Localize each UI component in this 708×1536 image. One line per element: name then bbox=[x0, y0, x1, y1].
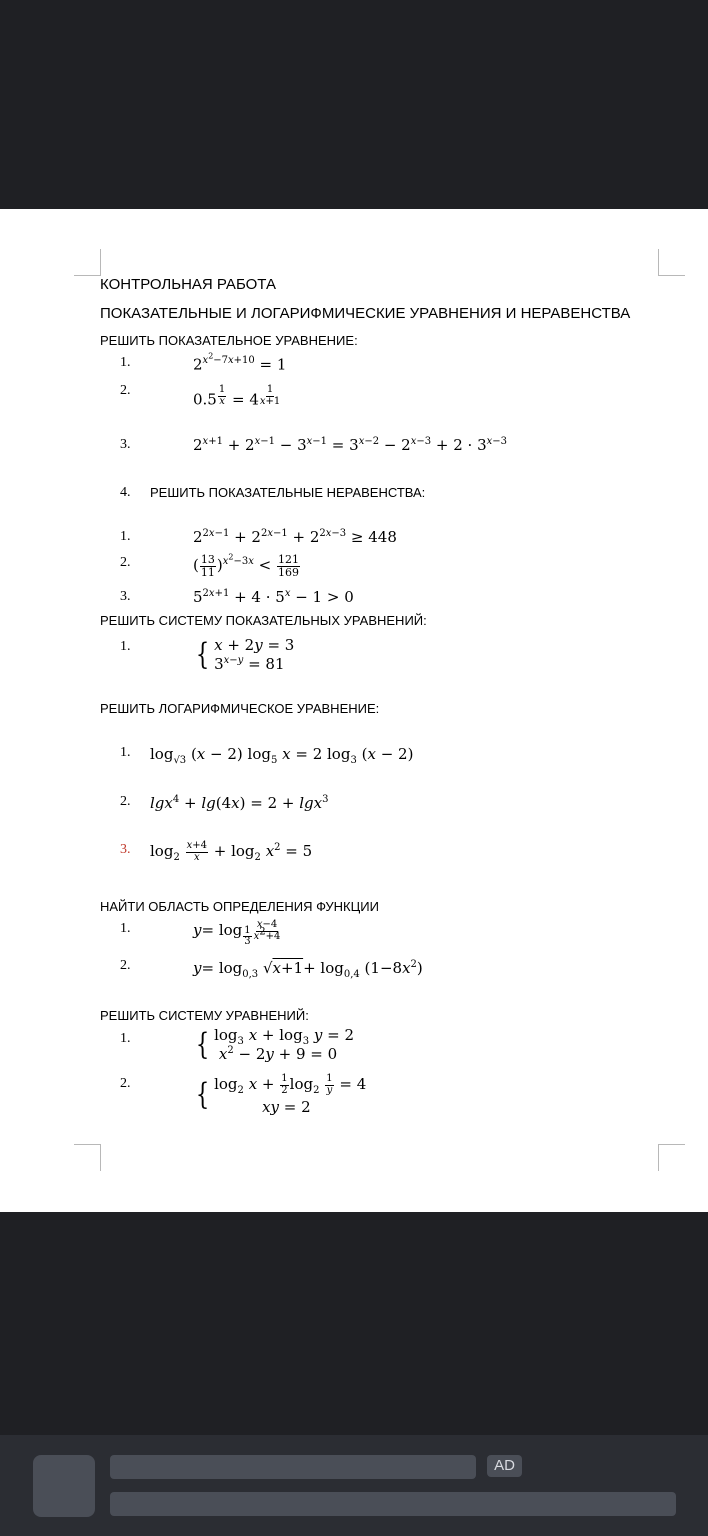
document-subtitle: ПОКАЗАТЕЛЬНЫЕ И ЛОГАРИФМИЧЕСКИЕ УРАВНЕНИЯ И НЕРАВЕНСТВА bbox=[100, 305, 631, 322]
section-heading-systems: РЕШИТЬ СИСТЕМУ УРАВНЕНИЙ: bbox=[100, 1008, 309, 1023]
equation-4-3: $\log_2$ $\frac{x+4}{x}$ + $\log_2 x^2 = 5$ bbox=[150, 840, 313, 863]
section-heading-exp-equations: РЕШИТЬ ПОКАЗАТЕЛЬНОЕ УРАВНЕНИЕ: bbox=[100, 333, 358, 348]
item-number: 1. bbox=[120, 639, 131, 654]
item-number: 1. bbox=[120, 745, 131, 760]
inequality-2-1: $2^{2x-1} + 2^{2x-1} + 2^{2x-3} \ge 448$ bbox=[193, 528, 397, 546]
item-number: 2. bbox=[120, 1076, 131, 1091]
item-number-highlighted: 3. bbox=[120, 842, 131, 857]
item-number: 1. bbox=[120, 529, 131, 544]
crop-mark-bottom-left bbox=[74, 1144, 101, 1171]
ad-title-placeholder[interactable] bbox=[110, 1455, 476, 1479]
item-number: 4. bbox=[120, 485, 131, 500]
system-6-1: { $\log_3 x + \log_3 y = 2$ $x^2 - 2y + 9 = 0$ bbox=[195, 1026, 354, 1063]
document-title: КОНТРОЛЬНАЯ РАБОТА bbox=[100, 276, 276, 293]
item-number: 1. bbox=[120, 355, 131, 370]
crop-mark-top-left bbox=[74, 249, 101, 276]
document-page bbox=[0, 209, 708, 1212]
inequality-2-3: $5^{2x+1} + 4 \cdot 5^x - 1 > 0$ bbox=[193, 588, 354, 606]
section-heading-exp-system: РЕШИТЬ СИСТЕМУ ПОКАЗАТЕЛЬНЫХ УРАВНЕНИЙ: bbox=[100, 613, 427, 628]
section-heading-exp-inequalities: РЕШИТЬ ПОКАЗАТЕЛЬНЫЕ НЕРАВЕНСТВА: bbox=[150, 485, 426, 500]
equation-1-2: 0.5 $^{\frac{1}{x}}$ = 4 $^{\frac{1}{x+1}}$ bbox=[193, 384, 281, 409]
section-heading-domain: НАЙТИ ОБЛАСТЬ ОПРЕДЕЛЕНИЯ ФУНКЦИИ bbox=[100, 899, 379, 914]
ad-text-placeholder[interactable] bbox=[110, 1492, 676, 1516]
ad-banner[interactable] bbox=[0, 1435, 708, 1536]
item-number: 2. bbox=[120, 794, 131, 809]
inequality-2-2: ( $\frac{13}{11}$ )$^{x^2-3x}$ < $\frac{121}{169}$ bbox=[193, 552, 299, 579]
system-3-1: { x + 2y = 3 $3^{x-y} = 81$ bbox=[195, 636, 295, 673]
crop-mark-top-right bbox=[658, 249, 685, 276]
system-6-2: { $\log_2 x$ + $\frac{1}{2}$ $\log_2$ $\frac{1}{y}$ = 4 xy = 2 bbox=[195, 1073, 367, 1116]
equation-1-1: $2^{x^2-7x+10} = 1$ bbox=[193, 352, 287, 374]
ad-thumbnail[interactable] bbox=[33, 1455, 95, 1517]
function-5-1: y= log $_{\frac{1}{3}}$ $\frac{x-4}{x^2+4}$ bbox=[193, 919, 281, 947]
item-number: 2. bbox=[120, 555, 131, 570]
crop-mark-bottom-right bbox=[658, 1144, 685, 1171]
equation-1-3: $2^{x+1} + 2^{x-1} - 3^{x-1} = 3^{x-2} - 2^{x-3} + 2 \cdot 3^{x-3}$ bbox=[193, 436, 508, 454]
item-number: 3. bbox=[120, 437, 131, 452]
item-number: 1. bbox=[120, 921, 131, 936]
item-number: 3. bbox=[120, 589, 131, 604]
equation-4-1: $\log_{√3} (x - 2)$ $\log_5 x = 2$ $\log_3 (x - 2)$ bbox=[150, 745, 414, 766]
item-number: 1. bbox=[120, 1031, 131, 1046]
item-number: 2. bbox=[120, 958, 131, 973]
section-heading-log-equations: РЕШИТЬ ЛОГАРИФМИЧЕСКОЕ УРАВНЕНИЕ: bbox=[100, 701, 380, 716]
equation-4-2: lgx$^4$ + lg(4x) = 2 + lgx$^3$ bbox=[150, 794, 329, 812]
function-5-2: $y= \log_{0,3} √x+1+ \log_{0,4} (1-8x^2)$ bbox=[193, 959, 423, 980]
ad-badge: AD bbox=[487, 1455, 522, 1477]
item-number: 2. bbox=[120, 383, 131, 398]
